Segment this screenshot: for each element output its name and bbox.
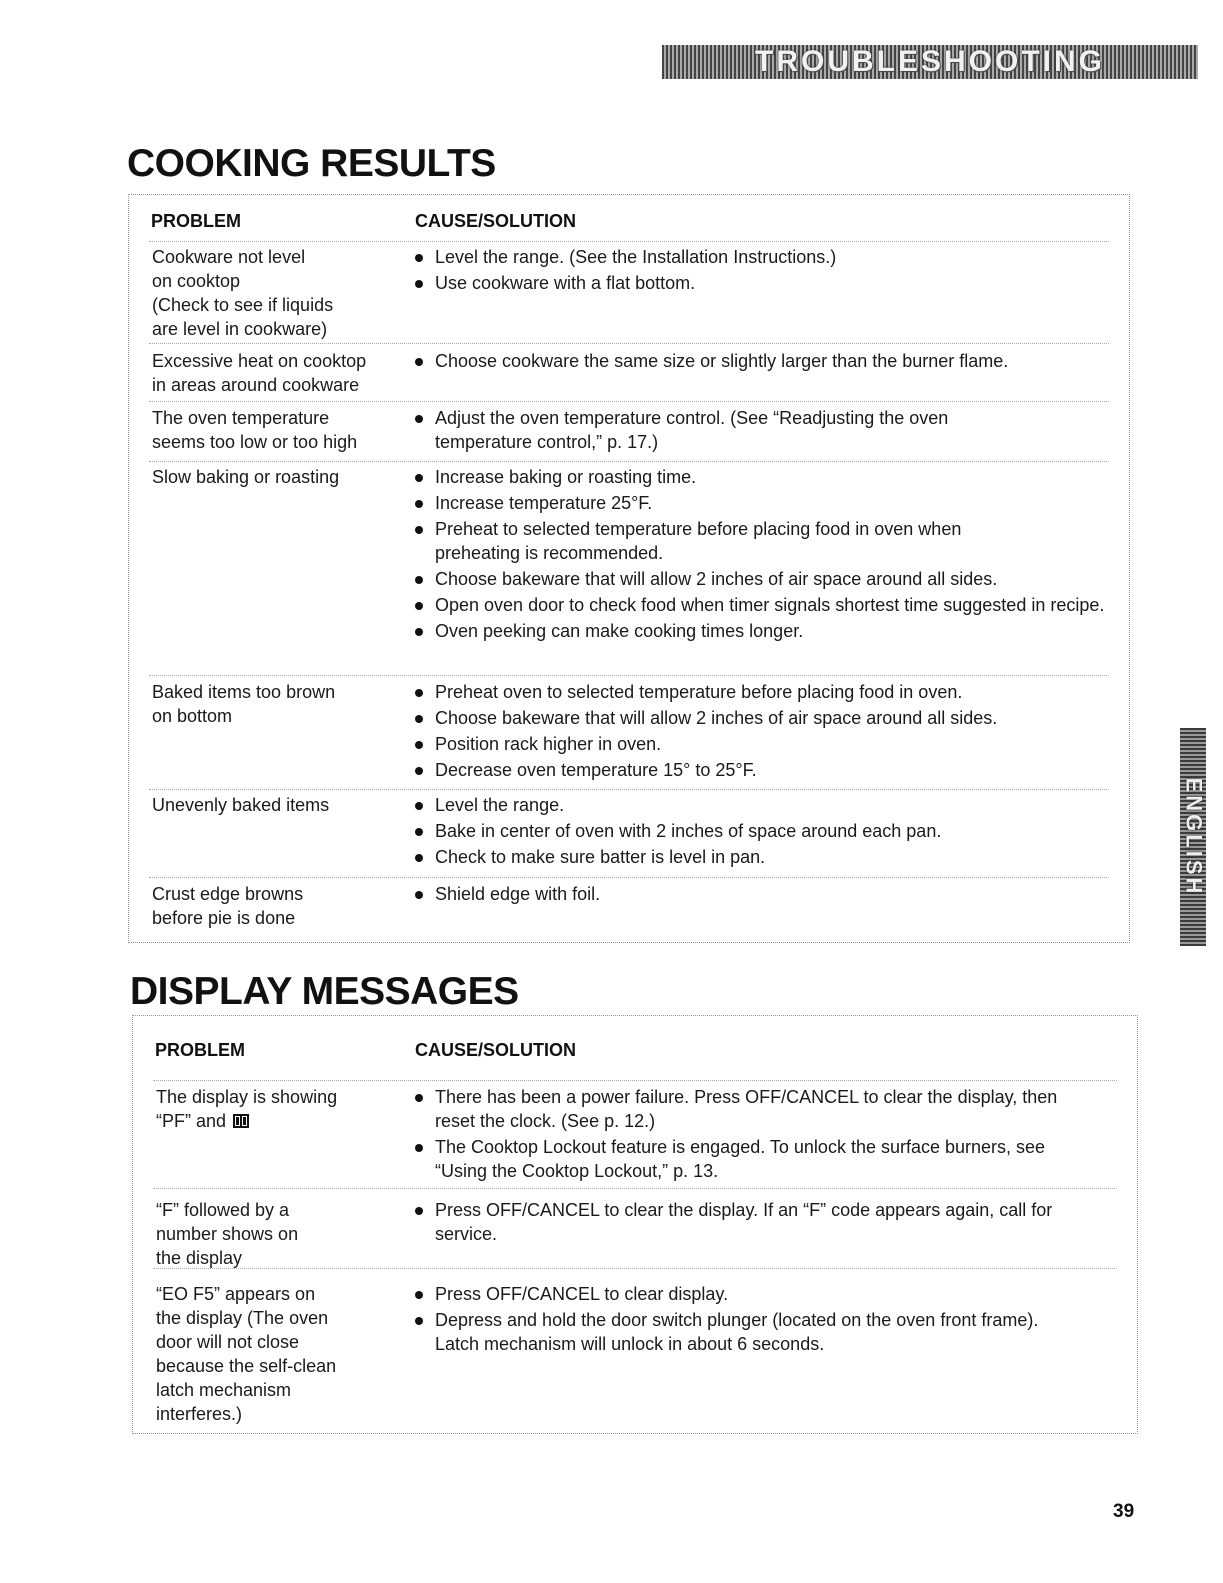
cause-solution-header: CAUSE/SOLUTION xyxy=(415,1040,577,1060)
solution-item: Choose bakeware that will allow 2 inches of air space around all sides. xyxy=(415,706,1109,730)
banner-title: TROUBLESHOOTING xyxy=(755,45,1105,78)
solution-item: Preheat to selected temperature before placing food in oven when preheating is recommended. xyxy=(415,517,1035,565)
solution-item: Decrease oven temperature 15° to 25°F. xyxy=(415,758,1109,782)
table-row xyxy=(149,789,1109,870)
problem-text: Unevenly baked items xyxy=(152,795,330,815)
solution-list xyxy=(415,680,1109,784)
solution-item: The Cooktop Lockout feature is engaged. To unlock the surface burners, see “Using the Cooktop Lockout,” p. 13. xyxy=(415,1135,1080,1183)
solution-list xyxy=(415,245,1109,297)
solution-item: Preheat oven to selected temperature before placing food in oven. xyxy=(415,680,1109,704)
problem-text: Crust edge browns before pie is done xyxy=(152,884,304,928)
display-messages-title: DISPLAY MESSAGES xyxy=(130,970,519,1013)
solution-list xyxy=(415,1085,1080,1185)
problem-text: The oven temperature seems too low or too high xyxy=(152,408,358,452)
problem-text: The display is showing “PF” and xyxy=(156,1087,338,1131)
solution-item: Depress and hold the door switch plunger (located on the oven front frame). Latch mechanism will unlock in about 6 seconds. xyxy=(415,1308,1055,1356)
solution-item: Level the range. xyxy=(415,793,1109,817)
problem-text: “F” followed by a number shows on the display xyxy=(156,1200,299,1268)
table-row xyxy=(153,1268,1117,1429)
solution-item: Shield edge with foil. xyxy=(415,882,1109,906)
solution-item: There has been a power failure. Press OFF/CANCEL to clear the display, then reset the clock. (See p. 12.) xyxy=(415,1085,1080,1133)
solution-list xyxy=(415,349,1109,375)
table-row xyxy=(149,461,1109,680)
solution-list xyxy=(415,465,1109,645)
solution-item: Press OFF/CANCEL to clear the display. If an “F” code appears again, call for service. xyxy=(415,1198,1080,1246)
problem-text: Cookware not level on cooktop (Check to see if liquids are level in cookware) xyxy=(152,247,334,339)
page-number: 39 xyxy=(1113,1501,1135,1522)
table-row xyxy=(153,1080,1117,1181)
solution-item: Use cookware with a flat bottom. xyxy=(415,271,1109,295)
problem-text: Baked items too brown on bottom xyxy=(152,682,336,726)
solution-item: Press OFF/CANCEL to clear display. xyxy=(415,1282,1055,1306)
table-row xyxy=(149,877,1109,934)
solution-item: Increase temperature 25°F. xyxy=(415,491,1109,515)
problem-header: PROBLEM xyxy=(155,1040,245,1060)
solution-item: Position rack higher in oven. xyxy=(415,732,1109,756)
problem-text: Slow baking or roasting xyxy=(152,467,340,487)
solution-item: Choose cookware the same size or slightly larger than the burner flame. xyxy=(415,349,1109,373)
cooking-results-table xyxy=(128,194,1130,943)
cause-solution-header: CAUSE/SOLUTION xyxy=(415,211,577,231)
solution-item: Check to make sure batter is level in pan. xyxy=(415,845,1109,869)
language-tab xyxy=(1180,728,1206,946)
section-banner xyxy=(662,45,1198,79)
solution-item: Choose bakeware that will allow 2 inches of air space around all sides. xyxy=(415,567,1109,591)
solution-list xyxy=(415,882,1109,908)
problem-text: Excessive heat on cooktop in areas around cookware xyxy=(152,351,367,395)
table-row xyxy=(149,401,1109,460)
solution-item: Increase baking or roasting time. xyxy=(415,465,1109,489)
display-messages-table xyxy=(132,1015,1138,1434)
table-row xyxy=(149,241,1109,338)
table-row xyxy=(149,675,1109,784)
solution-item: Oven peeking can make cooking times longer. xyxy=(415,619,1109,643)
language-tab-label: ENGLISH xyxy=(1181,777,1206,897)
solution-list xyxy=(415,1282,1055,1358)
solution-item: Adjust the oven temperature control. (See “Readjusting the oven temperature control,” p. 17.) xyxy=(415,406,1015,454)
table-row xyxy=(153,1188,1117,1267)
solution-item: Open oven door to check food when timer signals shortest time suggested in recipe. xyxy=(415,593,1115,617)
table-row xyxy=(149,343,1109,400)
solution-list xyxy=(415,793,1109,871)
solution-list xyxy=(415,406,1015,456)
display-digits-icon xyxy=(233,1114,249,1128)
solution-item: Bake in center of oven with 2 inches of space around each pan. xyxy=(415,819,1109,843)
problem-header: PROBLEM xyxy=(151,211,241,231)
cooking-results-title: COOKING RESULTS xyxy=(127,142,496,185)
problem-text: “EO F5” appears on the display (The oven door will not close because the self-clean latch mechanism interferes.) xyxy=(156,1284,337,1424)
solution-item: Level the range. (See the Installation Instructions.) xyxy=(415,245,1109,269)
solution-list xyxy=(415,1198,1080,1248)
